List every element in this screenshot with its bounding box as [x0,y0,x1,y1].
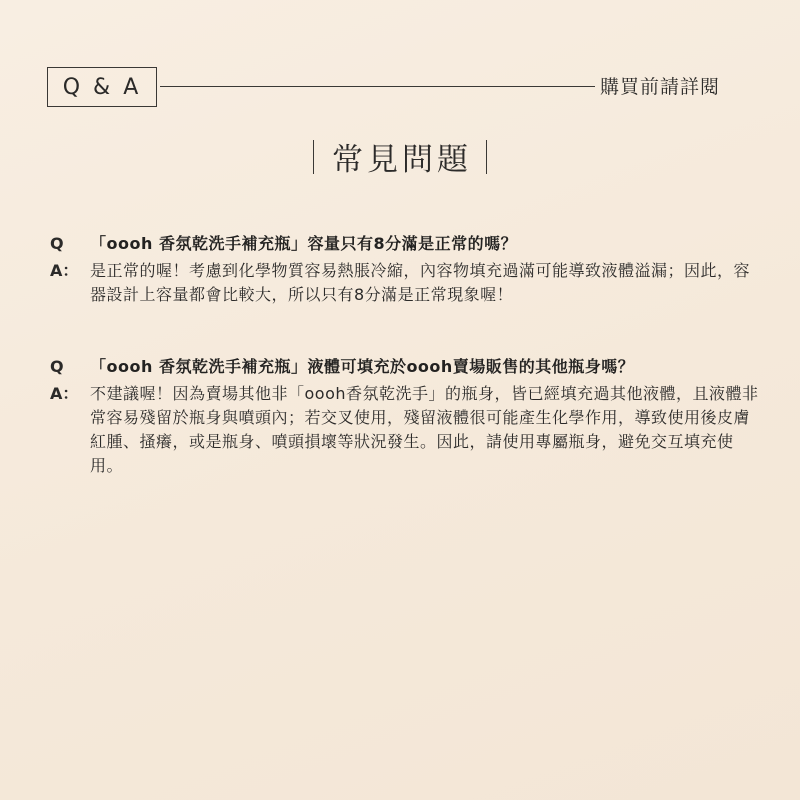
question-text: 「oooh 香氛乾洗手補充瓶」容量只有8分滿是正常的嗎？ [90,234,518,253]
answer-row [50,382,762,478]
answer-row [50,259,762,307]
faq-item-1 [50,232,762,307]
qa-badge: Q & A [47,67,157,107]
question-row [50,232,762,256]
page-title: 常見問題 [332,142,472,178]
answer-marker: A： [50,261,79,280]
header-note: 購買前請詳閱 [600,76,721,98]
faq-item-2 [50,355,762,478]
question-marker: Q [50,357,64,376]
answer-marker: A： [50,384,79,403]
question-marker: Q [50,234,64,253]
title-block [0,134,800,179]
question-text: 「oooh 香氛乾洗手補充瓶」液體可填充於oooh賣場販售的其他瓶身嗎？ [90,357,635,376]
answer-text: 是正常的喔！考慮到化學物質容易熱脹冷縮，內容物填充過滿可能導致液體溢漏；因此，容器設計上容量都會比較大，所以只有8分滿是正常現象喔！ [90,261,751,304]
answer-text: 不建議喔！因為賣場其他非「oooh香氛乾洗手」的瓶身，皆已經填充過其他液體，且液體非常容易殘留於瓶身與噴頭內；若交叉使用，殘留液體很可能產生化學作用，導致使用後皮膚紅腫、搔癢，或是瓶身、噴頭損壞等狀況發生。因此，請使用專屬瓶身，避免交互填充使用。 [90,384,759,475]
header-divider [160,86,595,87]
question-row [50,355,762,379]
title-right-bar [486,140,487,174]
